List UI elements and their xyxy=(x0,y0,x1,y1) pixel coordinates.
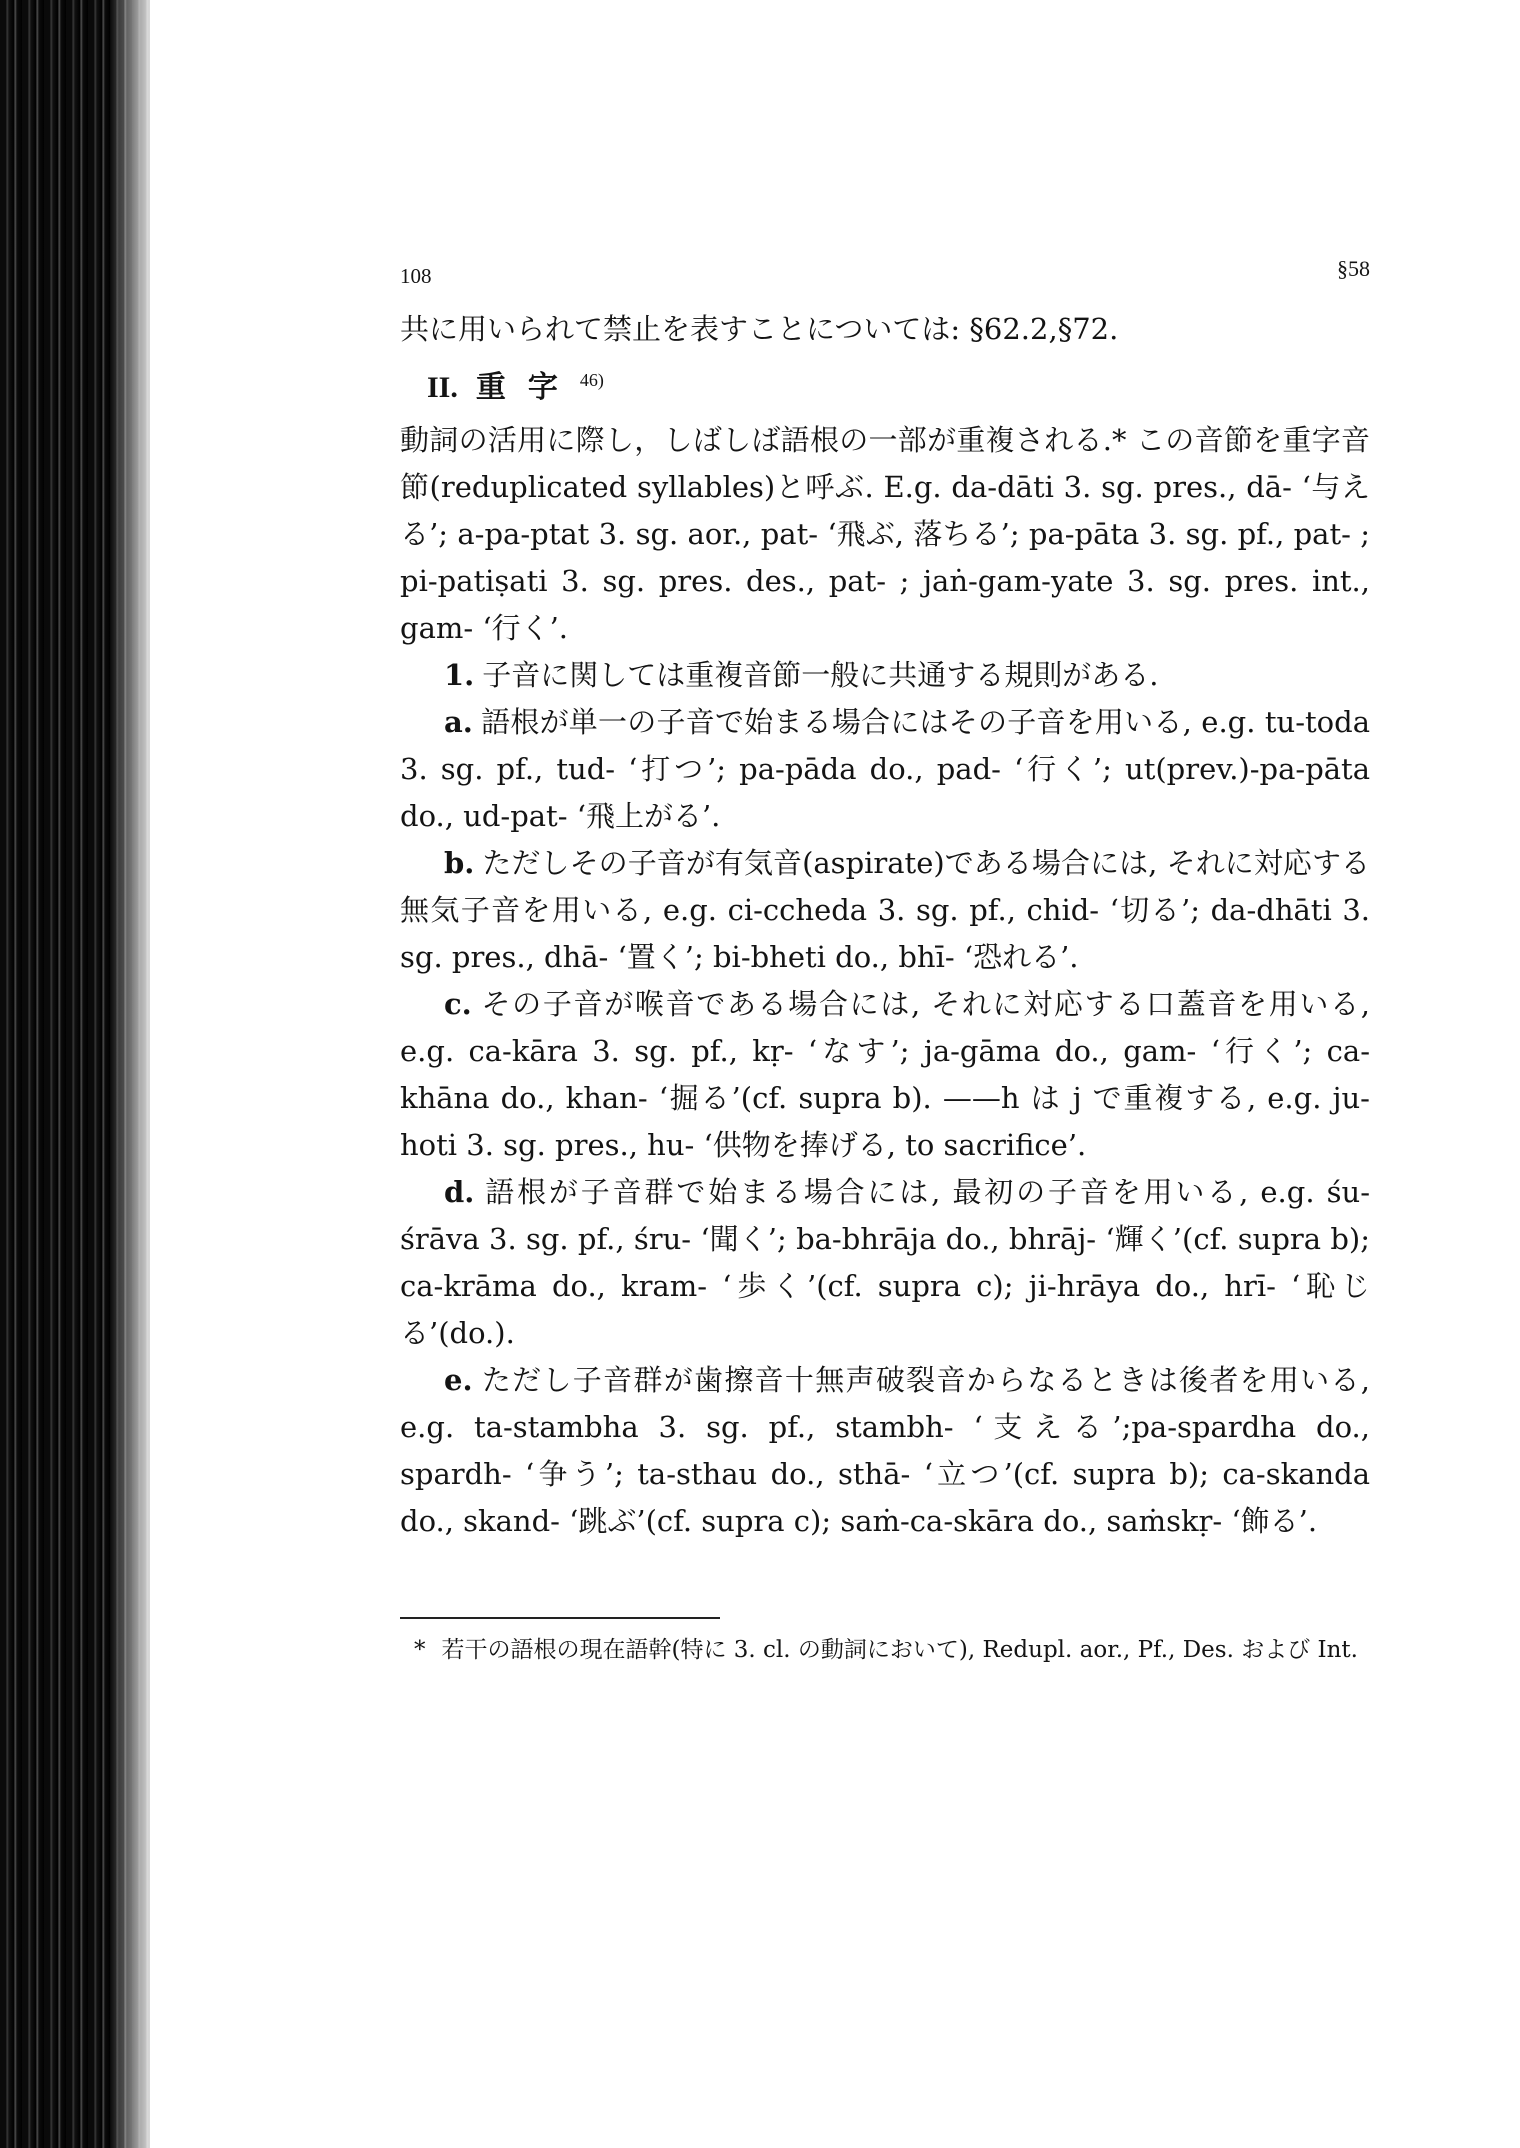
rule-label: d. xyxy=(444,1175,475,1209)
rule-label: 1. xyxy=(444,658,475,692)
rule-label: a. xyxy=(444,705,473,739)
rule-text: ただし子音群が歯擦音十無声破裂音からなるときは後者を用いる, e.g. ta-stambha 3. sg. pf., stambh- ‘支える’;pa-spardha do., spardh- ‘争う’; ta-sthau do., sthā- ‘立つ’(cf. supra b); ca-skanda do., skand- ‘跳ぶ’(cf. supra c); saṁ-ca-skāra do., saṁskṛ- ‘飾る’. xyxy=(400,1363,1370,1538)
book-gutter-shadow xyxy=(0,0,150,2148)
rule-1 xyxy=(400,652,1370,699)
page-body xyxy=(400,250,1370,1669)
rule-d xyxy=(400,1169,1370,1357)
footnote-marker: * xyxy=(414,1637,426,1663)
footnote-divider xyxy=(400,1617,720,1619)
rule-a xyxy=(400,699,1370,840)
rule-e xyxy=(400,1357,1370,1545)
page-number: 108 xyxy=(400,264,432,288)
intro-paragraph: 動詞の活用に際し，しばしば語根の一部が重複される.* この音節を重字音節(reduplicated syllables)と呼ぶ. E.g. da-dāti 3. sg. pres., dā- ‘与える’; a-pa-ptat 3. sg. aor., pat- ‘飛ぶ, 落ちる’; pa-pāta 3. sg. pf., pat- ; pi-patiṣati 3. sg. pres. des., pat- ; jaṅ-gam-yate 3. sg. pres. int., gam- ‘行く’. xyxy=(400,423,1370,645)
rule-text: その子音が喉音である場合には, それに対応する口蓋音を用いる, e.g. ca-kāra 3. sg. pf., kṛ- ‘なす’; ja-gāma do., gam- ‘行く’; ca-khāna do., khan- ‘掘る’(cf. supra b). ——h は j で重複する, e.g. ju-hoti 3. sg. pres., hu- ‘供物を捧げる, to sacrifice’. xyxy=(400,987,1370,1162)
rule-text: 語根が単一の子音で始まる場合にはその子音を用いる, e.g. tu-toda 3. sg. pf., tud- ‘打つ’; pa-pāda do., pad- ‘行く’; ut(prev.)-pa-pāta do., ud-pat- ‘飛上がる’. xyxy=(400,705,1370,833)
heading-footnote-ref: 46) xyxy=(579,370,604,390)
rule-b xyxy=(400,840,1370,981)
footnote xyxy=(414,1631,1370,1669)
rule-c xyxy=(400,981,1370,1169)
section-heading xyxy=(427,355,1370,413)
rule-label: b. xyxy=(444,846,475,880)
rule-label: c. xyxy=(444,987,472,1021)
opening-line: 共に用いられて禁止を表すことについては: §62.2,§72. xyxy=(400,312,1119,346)
footnote-text: 若干の語根の現在語幹(特に 3. cl. の動詞において), Redupl. aor., Pf., Des. および Int. xyxy=(441,1637,1358,1663)
heading-title: 重字 xyxy=(475,371,580,404)
rule-label: e. xyxy=(444,1363,473,1397)
rule-text: 子音に関しては重複音節一般に共通する規則がある. xyxy=(482,658,1159,692)
heading-numeral: II. xyxy=(427,371,458,404)
running-head xyxy=(400,250,1370,294)
rule-text: ただしその子音が有気音(aspirate)である場合には, それに対応する無気子音を用いる, e.g. ci-ccheda 3. sg. pf., chid- ‘切る’; da-dhāti 3. sg. pres., dhā- ‘置く’; bi-bheti do., bhī- ‘恐れる’. xyxy=(400,846,1370,974)
section-mark: §58 xyxy=(1337,256,1370,281)
rule-text: 語根が子音群で始まる場合には, 最初の子音を用いる, e.g. śu-śrāva 3. sg. pf., śru- ‘聞く’; ba-bhrāja do., bhrāj- ‘輝く’(cf. supra b); ca-krāma do., kram- ‘歩く’(cf. supra c); ji-hrāya do., hrī- ‘恥じる’(do.). xyxy=(400,1175,1370,1350)
